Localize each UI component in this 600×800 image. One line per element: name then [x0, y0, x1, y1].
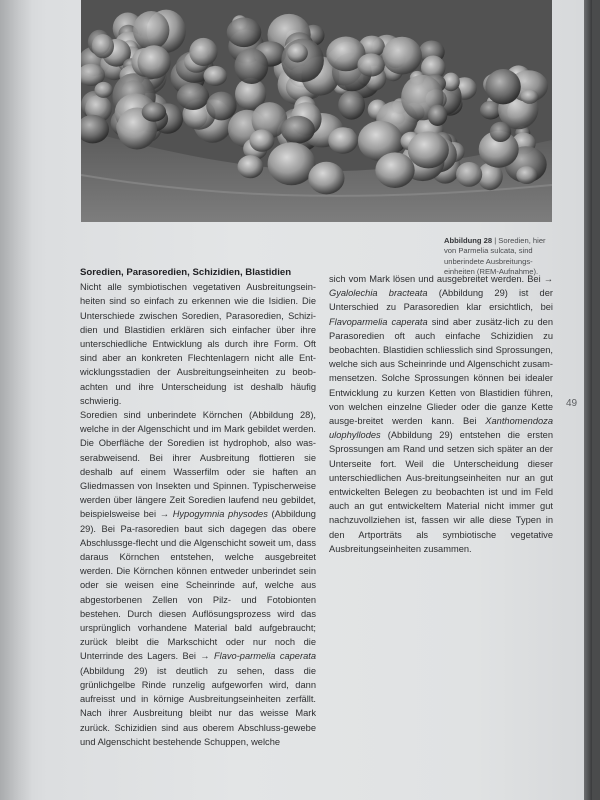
caption-text: Soredien, hier von Parmelia sulcata, sind unberindete Ausbreitungs-einheiten (REM-Aufnahme). — [444, 236, 546, 277]
soredium-granule — [92, 34, 114, 58]
soredium-granule — [521, 90, 539, 104]
book-edge-shadow — [584, 0, 592, 800]
soredium-granule — [428, 105, 448, 126]
caption-label: Abbildung 28 — [444, 236, 493, 245]
soredium-granule — [235, 48, 269, 84]
paragraph-text: (Abbildung 29) ist deutlich zu sehen, dass die grünlichgelbe Rinde runzelig aufgeworfen wird, dann aufreisst und in körnige Ausbreitungseinheiten zerfällt. Nach ihrer Ausbreitung bleibt nur das weisse Mark zurück. Schizidien sind aus oberem Abschluss-gewebe und Algenschicht bestehende Schuppen, welche — [80, 665, 316, 747]
soredium-granule — [95, 82, 113, 98]
soredium-granule — [375, 152, 414, 188]
soredium-granule — [338, 91, 365, 120]
caption-separator: | — [492, 236, 499, 245]
soredium-granule — [133, 11, 169, 50]
soredium-granule — [281, 116, 315, 144]
text-column-right — [329, 272, 553, 556]
soredium-granule — [238, 155, 264, 178]
soredium-granule — [250, 129, 275, 151]
taxon-link[interactable]: Gyalolechia bracteata — [329, 288, 428, 299]
soredium-granule — [206, 92, 236, 121]
soredium-granule — [268, 142, 316, 185]
taxon-link[interactable]: Hypogymnia physodes — [172, 509, 268, 520]
soredium-granule — [485, 69, 520, 104]
section-heading: Soredien, Parasoredien, Schizidien, Blastidien — [80, 267, 292, 278]
paragraph-text: (Abbildung 29) entstehen die ersten Sprossungen am Rand und setzen sich später an der Unterseite fort. Weil die Unterscheidung dieser unterschiedlichen Aus-breitungseinheiten nur an gut entwickelten Belegen zu beobachten ist und im Feld auch an gut entwickeltem Material nicht immer gut nachzuvollziehen ist, fassen wir alle diese Typen in den Artporträts als symbiotische vegetative Ausbreitungseinheiten zusammen. — [329, 430, 553, 554]
soredium-granule — [138, 45, 171, 79]
soredium-granule — [516, 166, 537, 184]
soredium-granule — [227, 18, 262, 48]
soredium-granule — [456, 162, 482, 187]
page-spine-shadow — [0, 0, 32, 800]
soredium-granule — [308, 162, 344, 195]
page-number: 49 — [566, 398, 578, 409]
soredium-granule — [142, 102, 166, 122]
paragraph-text: sind aber zusätz-lich zu den Parasoredien oft auch einfache Schizidien zu beobachten. Blastidien schliesslich sind Sprossungen, welche sich aus Scheinrinde und Algenschicht zusam-mensetzen. Solche Sprossungen können bei idealer Entwicklung zu kurzen Ketten von Blastidien führen, von welchen einzelne Glieder oder die ganze Kette ausge-breitet werden kann. Bei — [329, 316, 553, 427]
paragraph-text: sich vom Mark lösen und ausgebreitet werden. Bei → — [329, 274, 553, 284]
sem-photo-graphic — [81, 0, 552, 222]
paragraph-text: Soredien sind unberindete Körnchen (Abbildung 28), welche in der Algenschicht und im Mark gebildet werden. Die Oberfläche der Soredien ist hydrophob, also was-serabweisend. Bei ihrer Ausbreitung flottieren sie deshalb auf einem Wasserfilm oder sie haften an Gliedmassen von Insekten und Spinnen. Typischerweise werden über längere Zeit Soredien laufend neu gebildet, beispielsweise bei → — [80, 410, 316, 520]
taxon-name: Flavoparmelia caperata — [329, 316, 428, 327]
soredium-granule — [490, 122, 511, 142]
soredium-granule — [357, 53, 384, 76]
text-column-left — [80, 266, 316, 749]
soredium-granule — [177, 83, 209, 110]
sem-photo-soredia — [81, 0, 552, 222]
soredium-granule — [408, 131, 449, 168]
paragraph-intro: Nicht alle symbiotischen vegetativen Ausbreitungsein-heiten sind so einfach zu erkennen wie die Isidien. Die Unterschiede zwischen Soredien, Parasoredien, Schizi-dien und Blastidien erklären sich einfacher über ihre unterschiedliche Entwicklung als durch ihre Form. Oft sind aber an konkreten Flechtenlagern nicht alle Ent-wicklungsstadien der Ausbreitungseinheiten zu beob-achten und ihre Unterscheidung ist deshalb häufig schwierig. — [80, 282, 316, 406]
paragraph-soredien — [80, 408, 316, 749]
paragraph-text: (Abbildung 29) ist der Unterschied zu Parasoredien klar ersichtlich, bei — [329, 288, 553, 313]
paragraph-continued — [329, 272, 553, 556]
soredium-granule — [328, 127, 358, 154]
taxon-link[interactable]: Flavo-parmelia caperata — [213, 651, 316, 662]
soredium-granule — [204, 66, 228, 86]
paragraph-text: (Abbildung 29). Bei Pa-rasoredien baut sich dagegen das obere Abschlussge-flecht und die Algenschicht soweit um, dass daraus Körnchen entstehen, welche ausgebreitet werden. Die Körnchen können entweder unberindet sein oder sie weisen eine Scheinrinde auf, welche aus abgestorbenen Zellen von Pilz- und Fotobionten bestehen. Durch diesen Auflösungsprozess wird das ursprünglich vorhandene Material bald aufgebraucht; zurück bleibt die Markschicht oder nur noch die Unterrinde des Lagers. Bei → — [80, 509, 316, 662]
soredium-granule — [189, 38, 217, 66]
soredium-granule — [287, 43, 308, 62]
soredium-granule — [382, 37, 422, 75]
taxon-name: Xanthomendoza ulophyllodes — [329, 416, 553, 441]
